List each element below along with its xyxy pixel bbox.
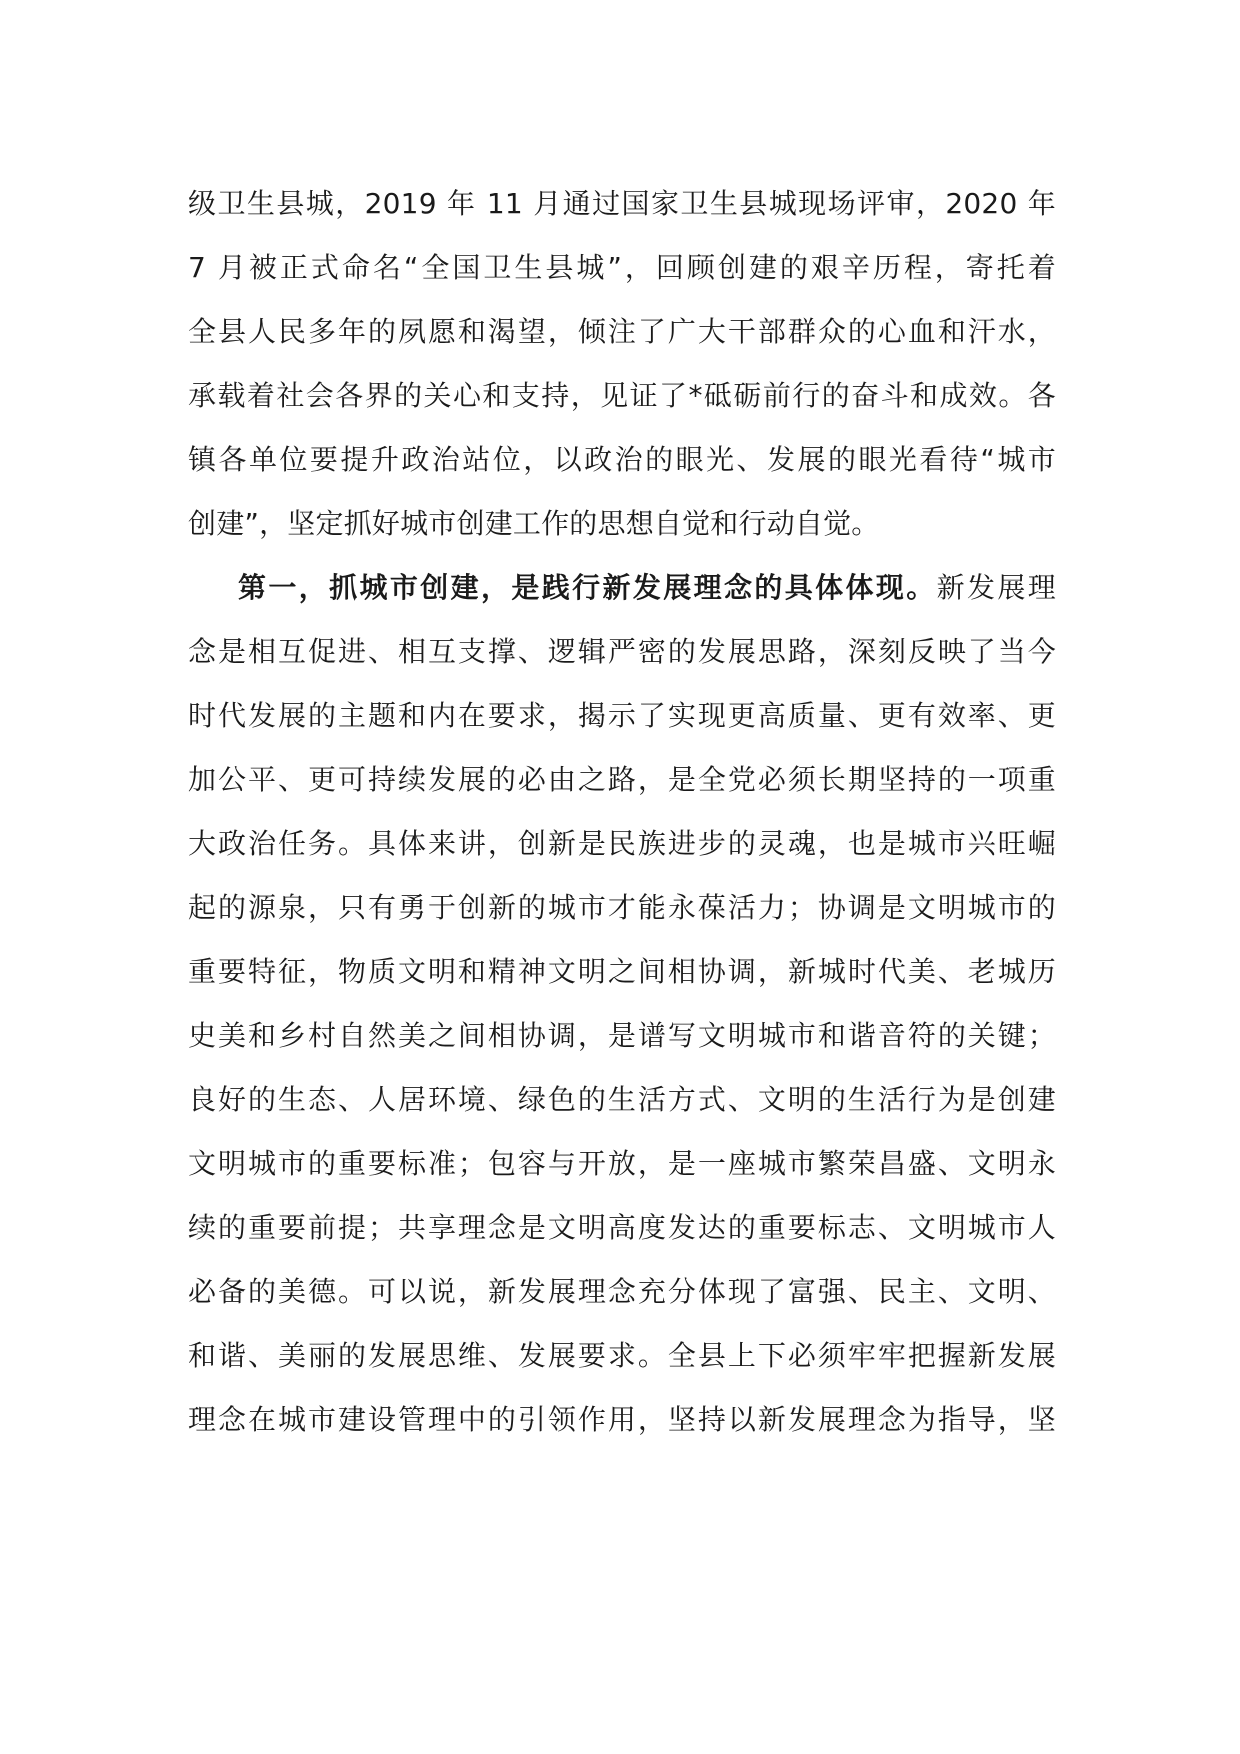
text-line: 理念在城市建设管理中的引领作用，坚持以新发展理念为指导，坚 bbox=[188, 1403, 1056, 1436]
text-line: 加公平、更可持续发展的必由之路，是全党必须长期坚持的一项重 bbox=[188, 763, 1056, 796]
text-line: 必备的美德。可以说，新发展理念充分体现了富强、民主、文明、 bbox=[188, 1275, 1056, 1308]
text-line: 镇各单位要提升政治站位，以政治的眼光、发展的眼光看待“城市 bbox=[188, 443, 1056, 476]
text-line: 创建”，坚定抓好城市创建工作的思想自觉和行动自觉。 bbox=[188, 507, 880, 540]
paragraph-2 bbox=[188, 556, 1056, 1452]
text-line: 重要特征，物质文明和精神文明之间相协调，新城时代美、老城历 bbox=[188, 955, 1056, 988]
text-line: 7 月被正式命名“全国卫生县城”，回顾创建的艰辛历程，寄托着 bbox=[188, 251, 1056, 284]
text-line: 大政治任务。具体来讲，创新是民族进步的灵魂，也是城市兴旺崛 bbox=[188, 827, 1056, 860]
document-page bbox=[188, 172, 1056, 1452]
bold-lead-sentence: 第一，抓城市创建，是践行新发展理念的具体体现。 bbox=[238, 571, 937, 604]
first-line-rest: 新发展理 bbox=[936, 571, 1056, 604]
text-line: 承载着社会各界的关心和支持，见证了*砥砺前行的奋斗和成效。各 bbox=[188, 379, 1056, 412]
text-line: 全县人民多年的夙愿和渴望，倾注了广大干部群众的心血和汗水， bbox=[188, 315, 1056, 348]
text-line: 续的重要前提；共享理念是文明高度发达的重要标志、文明城市人 bbox=[188, 1211, 1056, 1244]
paragraph-1 bbox=[188, 172, 1056, 556]
text-line: 念是相互促进、相互支撑、逻辑严密的发展思路，深刻反映了当今 bbox=[188, 635, 1056, 668]
text-line: 级卫生县城，2019 年 11 月通过国家卫生县城现场评审，2020 年 bbox=[188, 187, 1056, 220]
text-line: 时代发展的主题和内在要求，揭示了实现更高质量、更有效率、更 bbox=[188, 699, 1056, 732]
text-line: 起的源泉，只有勇于创新的城市才能永葆活力；协调是文明城市的 bbox=[188, 891, 1056, 924]
paragraph-2-first-line bbox=[188, 556, 1056, 620]
text-line: 文明城市的重要标准；包容与开放，是一座城市繁荣昌盛、文明永 bbox=[188, 1147, 1056, 1180]
text-line: 良好的生态、人居环境、绿色的生活方式、文明的生活行为是创建 bbox=[188, 1083, 1056, 1116]
text-line: 和谐、美丽的发展思维、发展要求。全县上下必须牢牢把握新发展 bbox=[188, 1339, 1056, 1372]
text-line: 史美和乡村自然美之间相协调，是谱写文明城市和谐音符的关键； bbox=[188, 1019, 1056, 1052]
